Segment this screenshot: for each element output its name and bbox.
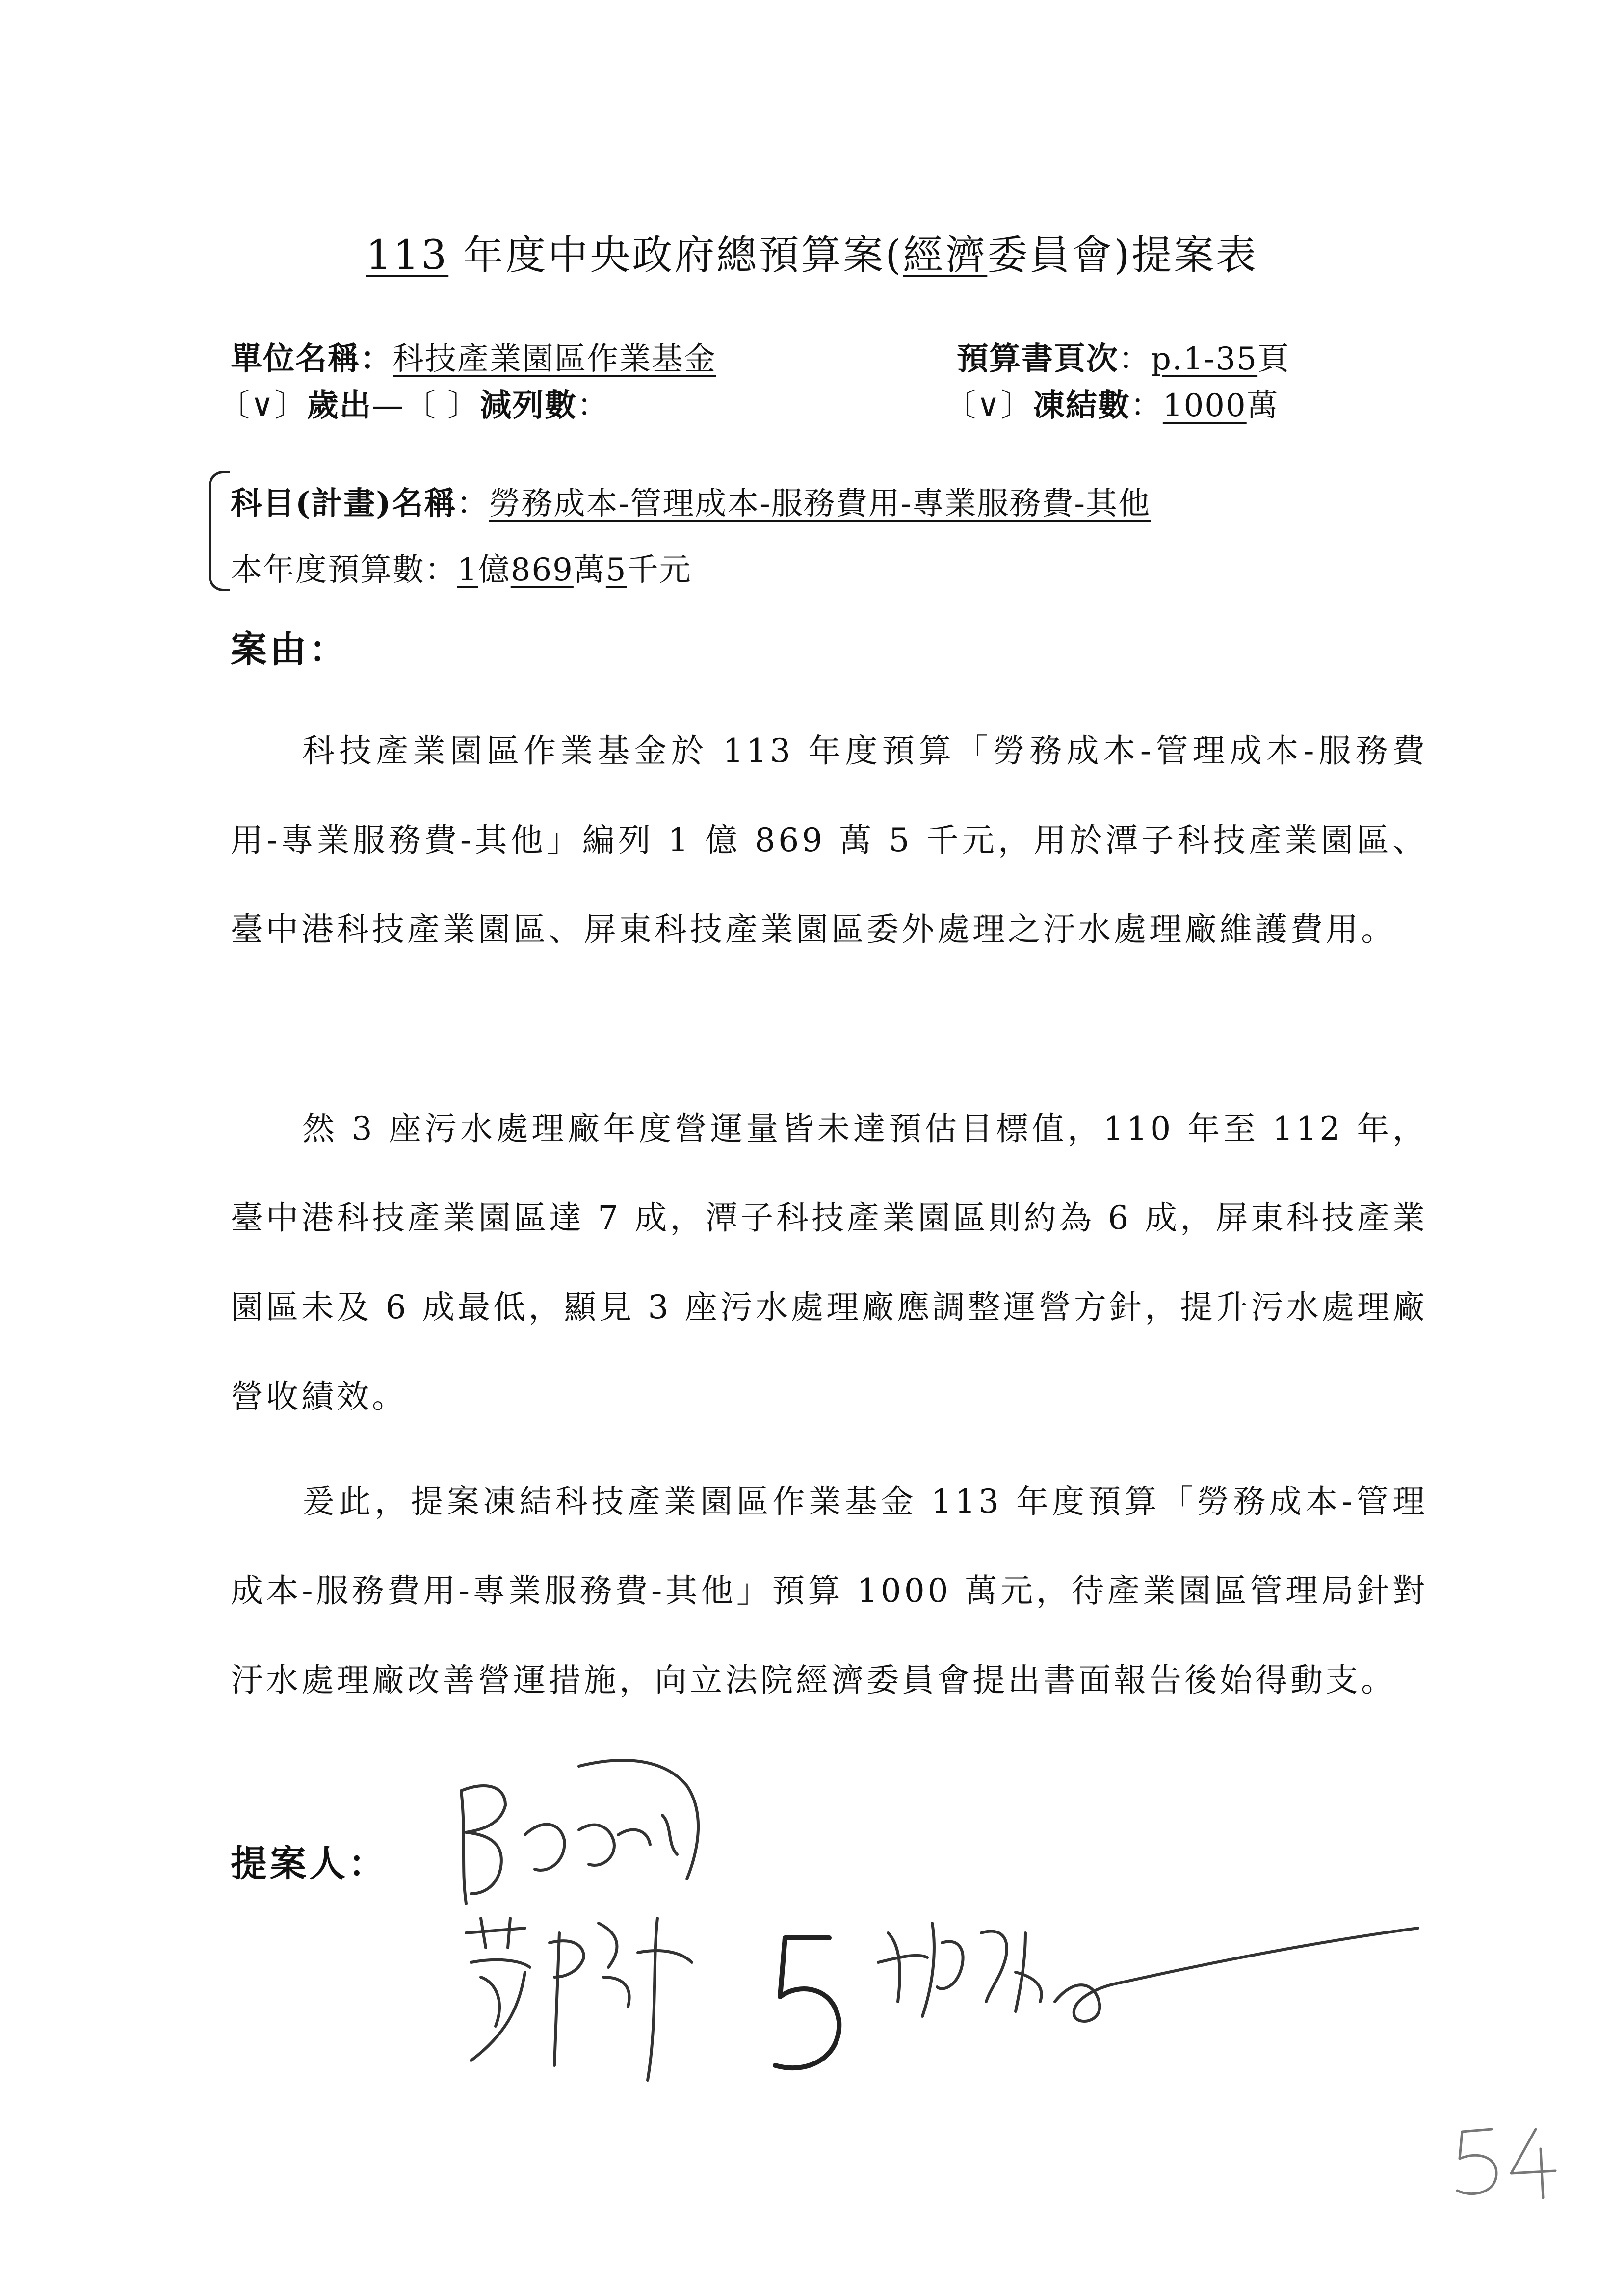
budget-label: 本年度預算數： [231,552,457,588]
page-ref-colon: ： [1119,341,1151,377]
freeze-unit: 萬 [1246,388,1279,424]
signature-1 [432,1747,707,1923]
unit-value: 科技產業園區作業基金 [393,341,716,377]
freeze-value: 1000 [1162,388,1247,424]
budget-b-unit: 萬 [573,552,606,588]
title-post: 委員會)提案表 [987,232,1258,279]
reason-label: 案由： [231,628,348,671]
budget-row [231,545,692,590]
subject-colon: ： [456,486,489,522]
budget-c-unit: 千元 [627,552,692,588]
expense-row [218,380,609,425]
expense-checkbox: 〔∨〕 [218,388,307,424]
expense-label: 歲出 [307,387,372,424]
title-year: 113 [366,232,449,279]
title-committee: 經濟 [903,232,988,279]
page-ref-row [957,334,1290,379]
budget-a-unit: 億 [478,552,511,588]
unit-row [231,334,716,379]
unit-label: 單位名稱： [231,340,393,377]
page-title [0,223,1624,281]
expense-dash: — [371,388,404,424]
reduce-checkbox: 〔 〕 [404,388,480,424]
reason-paragraph-2: 然 3 座污水處理廠年度營運量皆未達預估目標值，110 年至 112 年，臺中港科技產業園區達 7 成，潭子科技產業園區則約為 6 成，屏東科技產業園區未及 6 成最低，顯見 3 座污水處理廠應調整運營方針，提升污水處理廠營收績效。 [231,1110,1428,1415]
subject-row [231,478,1151,523]
page-ref-suffix: 頁 [1257,341,1290,377]
proposer-label: 提案人： [231,1843,388,1885]
budget-b: 869 [510,552,574,588]
freeze-row [944,380,1279,425]
budget-a: 1 [457,552,478,588]
proposer-count [756,1918,854,2085]
subject-value: 勞務成本-管理成本-服務費用-專業服務費-其他 [489,486,1151,522]
subject-label: 科目(計畫)名稱 [231,485,457,522]
page-ref-label: 預算書頁次 [957,340,1119,377]
reason-paragraph-1: 科技產業園區作業基金於 113 年度預算「勞務成本-管理成本-服務費用-專業服務費-其他」編列 1 億 869 萬 5 千元，用於潭子科技產業園區、臺中港科技產業園區、屏東科技產業園區委外處理之汙水處理廠維護費用。 [231,732,1428,948]
signature-2 [451,1904,716,2090]
budget-c: 5 [605,552,627,588]
page-number [1447,2119,1565,2203]
freeze-colon: ： [1130,388,1163,424]
subject-bracket [209,471,230,591]
title-pre: 年度中央政府總預算案( [448,232,903,279]
page-ref-value: p.1-35 [1151,341,1258,377]
reduce-colon: ： [577,388,610,424]
reason-paragraph-3: 爰此，提案凍結科技產業園區作業基金 113 年度預算「勞務成本-管理成本-服務費用-專業服務費-其他」預算 1000 萬元，待產業園區管理局針對汙水處理廠改善營運措施，向立法院經濟委員會提出書面報告後始得動支。 [231,1483,1428,1699]
reduce-label: 減列數 [480,387,577,424]
freeze-checkbox: 〔∨〕 [944,388,1033,424]
freeze-label: 凍結數 [1033,387,1130,424]
signature-3 [868,1904,1438,2031]
